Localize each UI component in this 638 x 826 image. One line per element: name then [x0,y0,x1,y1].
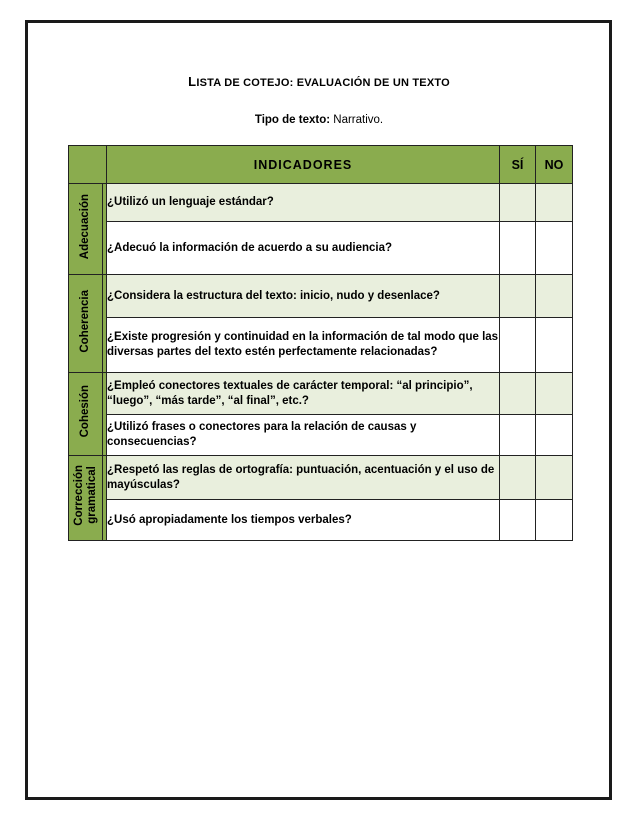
yes-checkbox[interactable] [500,222,536,275]
table-row [69,184,573,222]
header-row [69,146,573,184]
category-cohesion: Cohesión [69,373,103,456]
no-checkbox[interactable] [536,373,573,415]
text-type-label: Tipo de texto: [254,114,331,126]
indicator-text: ¿Empleó conectores textuales de carácter temporal: “al principio”, “luego”, “más tarde”, “al final”, etc.? [107,373,500,415]
table-row [69,415,573,456]
text-type-line [0,114,638,126]
yes-checkbox[interactable] [500,373,536,415]
no-checkbox[interactable] [536,318,573,373]
no-checkbox[interactable] [536,415,573,456]
no-checkbox[interactable] [536,184,573,222]
table-row [69,456,573,500]
table-row [69,500,573,541]
yes-checkbox[interactable] [500,318,536,373]
header-category-cell [69,146,107,184]
no-checkbox[interactable] [536,275,573,318]
yes-checkbox[interactable] [500,415,536,456]
indicator-text: ¿Considera la estructura del texto: inicio, nudo y desenlace? [107,275,500,318]
table-row [69,373,573,415]
yes-checkbox[interactable] [500,275,536,318]
category-adecuacion: Adecuación [69,184,103,275]
no-checkbox[interactable] [536,222,573,275]
category-correccion-gramatical: Corrección gramatical [69,456,103,541]
checklist-table [68,145,573,541]
indicator-text: ¿Usó apropiadamente los tiempos verbales? [107,500,500,541]
table-row [69,222,573,275]
indicator-text: ¿Adecuó la información de acuerdo a su audiencia? [107,222,500,275]
indicator-text: ¿Existe progresión y continuidad en la información de tal modo que las diversas partes del texto estén perfectamente relacionadas? [107,318,500,373]
header-yes: SÍ [500,146,536,184]
indicator-text: ¿Utilizó un lenguaje estándar? [107,184,500,222]
table-row [69,275,573,318]
no-checkbox[interactable] [536,456,573,500]
document-title: LISTA DE COTEJO: EVALUACIÓN DE UN TEXTO [188,74,450,89]
indicator-text: ¿Respetó las reglas de ortografía: puntuación, acentuación y el uso de mayúsculas? [107,456,500,500]
header-no: NO [536,146,573,184]
header-indicators: INDICADORES [107,146,500,184]
yes-checkbox[interactable] [500,500,536,541]
indicator-text: ¿Utilizó frases o conectores para la relación de causas y consecuencias? [107,415,500,456]
text-type-value: Narrativo. [330,114,384,126]
table-row [69,318,573,373]
yes-checkbox[interactable] [500,184,536,222]
no-checkbox[interactable] [536,500,573,541]
yes-checkbox[interactable] [500,456,536,500]
category-coherencia: Coherencia [69,275,103,373]
